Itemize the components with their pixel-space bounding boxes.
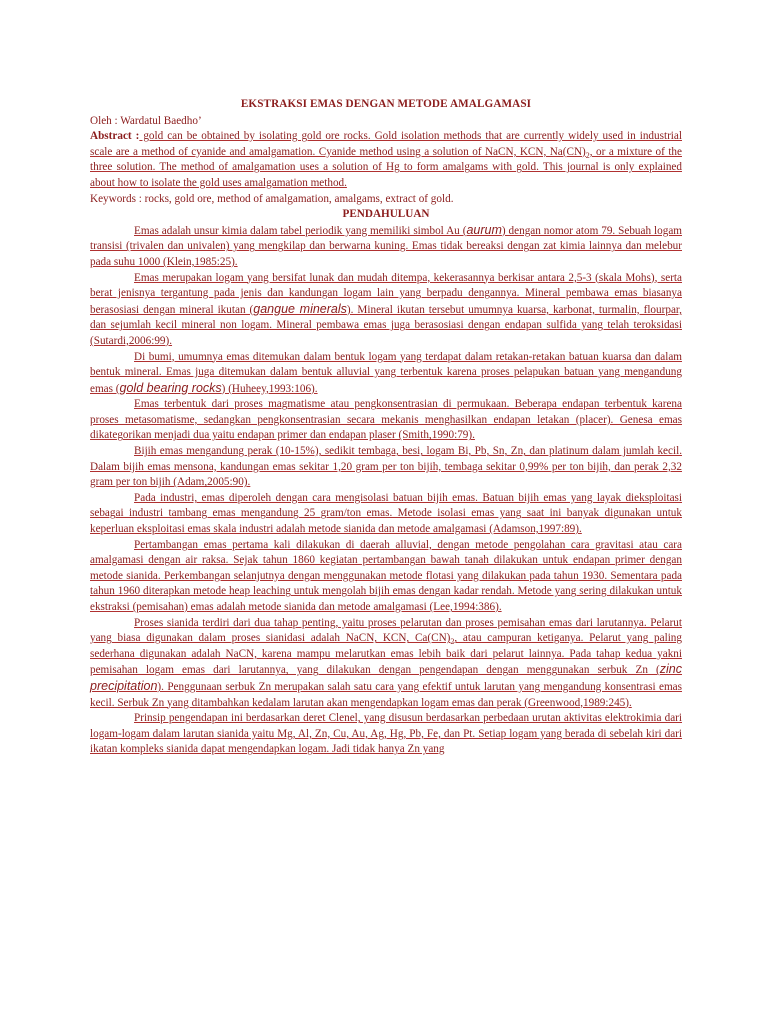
paragraph-9: Prinsip pengendapan ini berdasarkan deret Clenel, yang disusun berdasarkan perbedaan urutan aktivitas elektrokimia dari logam-logam dalam larutan sianida yaitu Mg, Al, Zn, Cu, Au, Ag, Hg, Pb, Fe, dan Pt. Setiap logam yang berada di sebelah kiri dari ikatan kompleks sianida dapat mengendapkan logam. Jadi tidak hanya Zn yang: [90, 712, 682, 756]
p2-text-a: Emas merupakan logam yang bersifat lunak dan mudah ditempa, kekerasannya berkisar antara 2,5-3 (skala Mohs), serta berat jenisnya tergantung pada jenis dan kandungan logam lain yang berpadu dengannya. Mineral pembawa emas biasanya berasosiasi dengan mineral ikutan (: [90, 271, 682, 316]
paragraph-8: [90, 616, 682, 712]
section-heading: PENDAHULUAN: [342, 208, 430, 221]
p8-text-a: Proses sianida terdiri dari dua tahap penting, yaitu proses pelarutan dan proses pemisahan emas dari larutannya. Pelarut yang biasa digunakan dalam proses sianidasi adalah NaCN, KCN, Ca(CN): [90, 616, 682, 645]
paragraph-4: Emas terbentuk dari proses magmatisme atau pengkonsentrasian di permukaan. Beberapa endapan terbentuk karena proses metasomatisme, sedangkan pengkonsentrasian secara mekanis menghasilkan endapan letakan (placer). Genesa emas dikategorikan menjadi dua yaitu endapan primer dan endapan plaser (Smith,1990:79).: [90, 398, 682, 442]
p2-italic-term: gangue minerals: [253, 301, 347, 316]
p3-italic-term: gold bearing rocks: [119, 380, 222, 395]
abstract-text-2: , or a mixture of the three solution. The method of amalgamation uses a solution of Hg to form amalgams with gold. This journal is only explained about how to isolate the gold uses amalgamation method.: [90, 145, 682, 189]
paragraph-7: Pertambangan emas pertama kali dilakukan di daerah alluvial, dengan metode pengolahan cara gravitasi atau cara amalgamasi dengan air raksa. Sejak tahun 1860 kegiatan pertambangan bawah tanah dilakukan untuk endapan primer dengan metode sianida. Perkembangan selanjutnya dengan menggunakan metode flotasi yang dilakukan pada tahun 1930. Sementara pada tahun 1960 diterapkan metode heap leaching untuk mengolah bijih emas dengan kadar rendah. Metode yang sering dilakukan untuk ekstraksi (pemisahan) emas adalah metode sianida dan metode amalgamasi (Lee,1994:386).: [90, 538, 682, 613]
p1-italic-term: aurum: [466, 222, 502, 237]
author-line: Oleh : Wardatul Baedho’: [90, 114, 202, 127]
abstract-paragraph: [90, 129, 682, 191]
paragraph-2: [90, 271, 682, 350]
document-title: EKSTRAKSI EMAS DENGAN METODE AMALGAMASI: [240, 98, 532, 110]
abstract-subscript: 2: [585, 151, 590, 161]
p8-italic-term: zinc precipitation: [90, 662, 682, 693]
paragraph-6: Pada industri, emas diperoleh dengan cara mengisolasi batuan bijih emas. Batuan bijih emas yang layak dieksploitasi sebagai industri tambang emas mengandung 25 gram/ton emas. Metode isolasi emas yang saat ini banyak digunakan untuk keperluan eksploitasi emas skala industri adalah metode sianida dan metode amalgamasi (Adamson,1997:89).: [90, 491, 682, 536]
p8-text-c: ). Penggunaan serbuk Zn merupakan salah satu cara yang efektif untuk larutan yang mengandung konsentrasi emas kecil. Serbuk Zn yang ditambahkan kedalam larutan akan mengendapkan logam emas dan perak (Greenwood,1989:245).: [90, 680, 682, 709]
p1-text-b: ) dengan nomor atom 79. Sebuah logam transisi (trivalen dan univalen) yang mengkilap dan berwarna kuning. Emas tidak bereaksi dengan zat kimia lainnya dan melebur pada suhu 1000 (Klein,1985:25).: [90, 224, 682, 268]
paragraph-1: [90, 223, 682, 271]
p3-text-b: ) (Huheey,1993:106).: [221, 382, 318, 395]
abstract-text-1: gold can be obtained by isolating gold ore rocks. Gold isolation methods that are currently widely used in industrial scale are a method of cyanide and amalgamation. Cyanide method using a solution of NaCN, KCN, Na(CN): [90, 130, 682, 158]
paragraph-5: Bijih emas mengandung perak (10-15%), sedikit tembaga, besi, logam Bi, Pb, Sn, Zn, dan platinum dalam jumlah kecil. Dalam bijih emas mensona, kandungan emas sekitar 1,20 gram per ton bijih, tembaga sekitar 0,99% per ton bijih, dan perak 2,32 gram per ton bijih (Adam,2005:90).: [90, 445, 682, 489]
p8-subscript: 2: [450, 637, 455, 647]
paragraph-3: [90, 350, 682, 398]
abstract-label: Abstract :: [90, 130, 140, 143]
p3-text-a: Di bumi, umumnya emas ditemukan dalam bentuk logam yang terdapat dalam retakan-retakan batuan kuarsa dan dalam bentuk mineral. Emas juga ditemukan dalam bentuk alluvial yang terbentuk karena proses pelapukan batuan yang mengandung emas (: [90, 350, 682, 395]
p2-text-b: ). Mineral ikutan tersebut umumnya kuarsa, karbonat, turmalin, flourpar, dan sejumlah kecil mineral non logam. Mineral pembawa emas juga berasosiasi dengan endapan sulfida yang telah teroksidasi (Sutardi,2006:99).: [90, 303, 682, 347]
keywords-line: Keywords : rocks, gold ore, method of amalgamation, amalgams, extract of gold.: [90, 192, 454, 205]
p1-text-a: Emas adalah unsur kimia dalam tabel periodik yang memiliki simbol Au (: [134, 224, 467, 237]
p8-text-b: , atau campuran ketiganya. Pelarut yang paling sederhana digunakan adalah NaCN, karena mampu melarutkan emas lebih baik dari pelarut lainnya. Pada tahap kedua yakni pemisahan logam emas dari larutannya, yang dilakukan dengan pengendapan dengan menggunakan serbuk Zn (: [90, 632, 682, 677]
